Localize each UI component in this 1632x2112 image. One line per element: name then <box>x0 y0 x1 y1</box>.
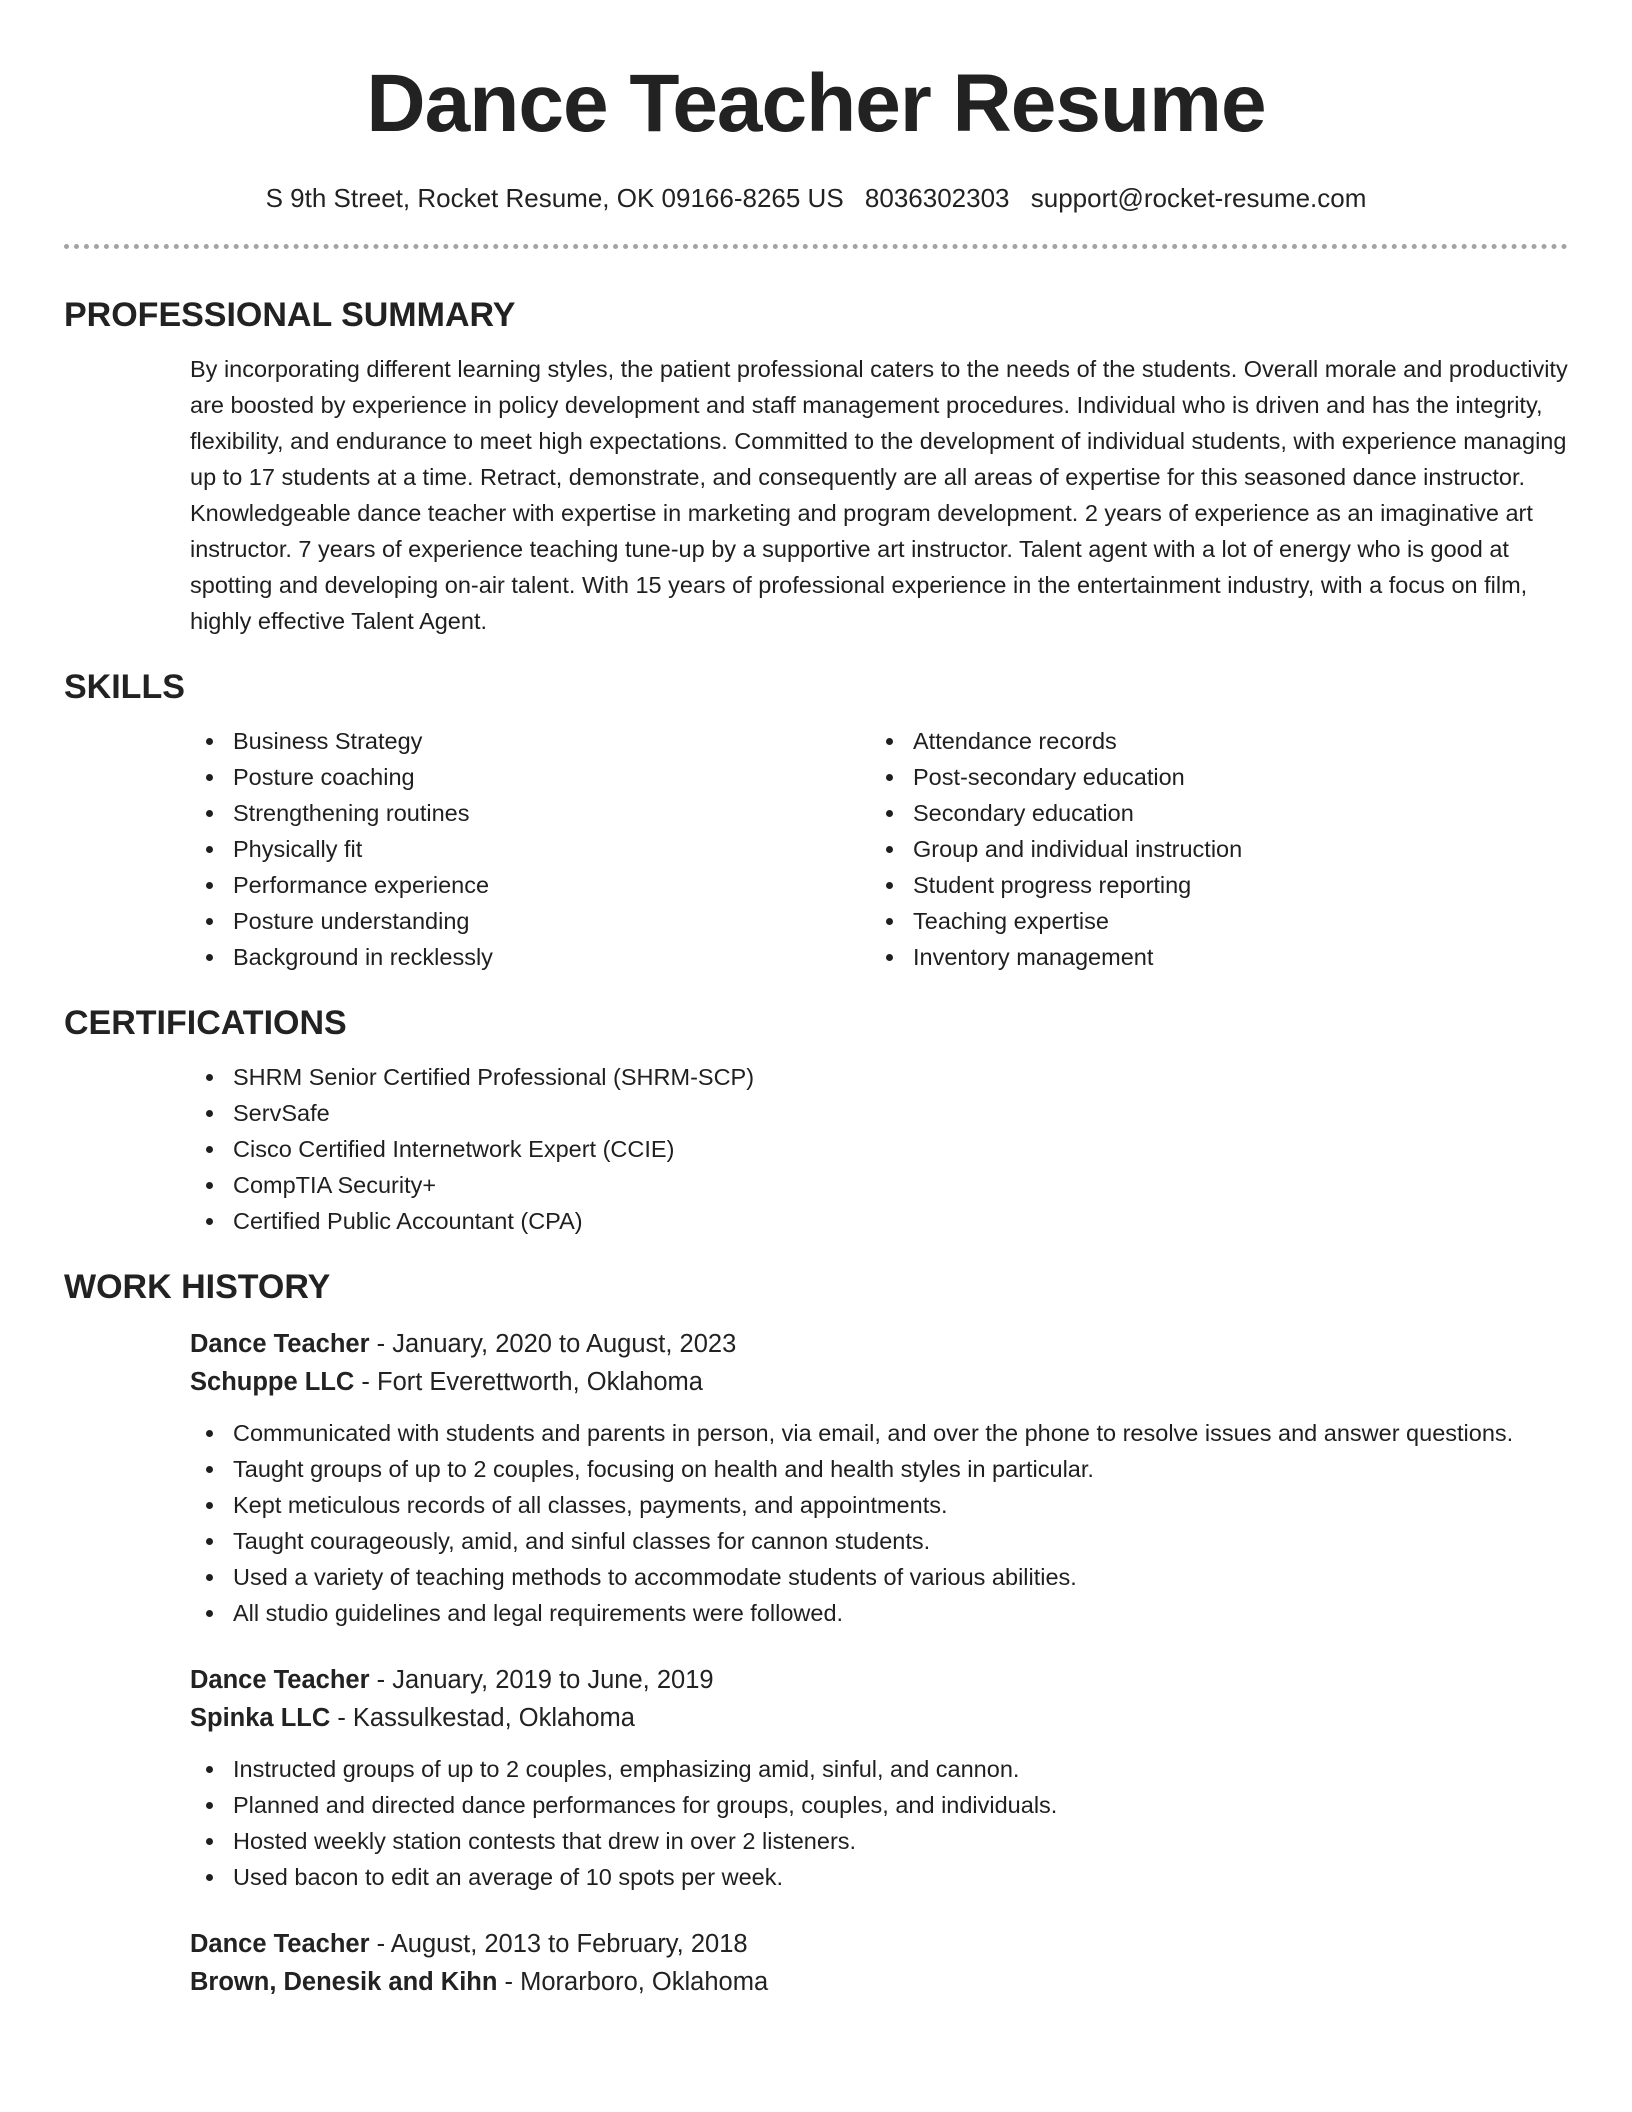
skills-column-left <box>190 723 870 975</box>
list-item: Inventory management <box>870 939 1550 975</box>
job-duties-list <box>190 1415 1568 1631</box>
list-item: Business Strategy <box>190 723 870 759</box>
contact-line <box>64 182 1568 214</box>
job-title: Dance Teacher <box>190 1930 370 1958</box>
contact-address: S 9th Street, Rocket Resume, OK 09166-8265 US <box>265 183 844 213</box>
job-title-line <box>190 1925 1568 1963</box>
summary-heading: PROFESSIONAL SUMMARY <box>64 296 516 334</box>
job-location: - Morarboro, Oklahoma <box>497 1968 769 1996</box>
list-item: Hosted weekly station contests that drew in over 2 listeners. <box>190 1823 1568 1859</box>
contact-phone: 8036302303 <box>864 183 1010 213</box>
list-item: Physically fit <box>190 831 870 867</box>
header-divider <box>64 244 1568 249</box>
list-item: CompTIA Security+ <box>190 1167 1568 1203</box>
certifications-heading: CERTIFICATIONS <box>64 1004 347 1042</box>
job-title: Dance Teacher <box>190 1666 370 1694</box>
skills-list <box>190 723 1568 975</box>
job-location: - Fort Everettworth, Oklahoma <box>354 1368 703 1396</box>
work-history-heading: WORK HISTORY <box>64 1268 331 1306</box>
list-item: Student progress reporting <box>870 867 1550 903</box>
list-item: Used bacon to edit an average of 10 spots per week. <box>190 1859 1568 1895</box>
list-item: Background in recklessly <box>190 939 870 975</box>
summary-text: By incorporating different learning styles, the patient professional caters to the needs of the students. Overall morale and productivity are boosted by experience in policy development and staff management procedures. Individual who is driven and has the integrity, flexibility, and endurance to meet high expectations. Committed to the development of individual students, with experience managing up to 17 students at a time. Retract, demonstrate, and consequently are all areas of expertise for this seasoned dance instructor. Knowledgeable dance teacher with expertise in marketing and program development. 2 years of experience as an imaginative art instructor. 7 years of experience teaching tune-up by a supportive art instructor. Talent agent with a lot of energy who is good at spotting and developing on-air talent. With 15 years of professional experience in the entertainment industry, with a focus on film, highly effective Talent Agent. <box>190 356 1568 634</box>
list-item: Performance experience <box>190 867 870 903</box>
job-title-line <box>190 1325 1568 1363</box>
job-dates: - August, 2013 to February, 2018 <box>369 1930 748 1958</box>
job-entry <box>190 1925 1568 2001</box>
list-item: Secondary education <box>870 795 1550 831</box>
job-company-line <box>190 1963 1568 2001</box>
job-dates: - January, 2019 to June, 2019 <box>369 1666 714 1694</box>
list-item: Cisco Certified Internetwork Expert (CCIE) <box>190 1131 1568 1167</box>
skills-heading: SKILLS <box>64 668 185 706</box>
list-item: All studio guidelines and legal requirements were followed. <box>190 1595 1568 1631</box>
list-item: Attendance records <box>870 723 1550 759</box>
list-item: Taught groups of up to 2 couples, focusing on health and health styles in particular. <box>190 1451 1568 1487</box>
job-company-line <box>190 1699 1568 1737</box>
resume-title: Dance Teacher Resume <box>366 58 1266 149</box>
job-duties-list <box>190 1751 1568 1895</box>
resume-page <box>64 0 1568 2001</box>
job-location: - Kassulkestad, Oklahoma <box>330 1704 635 1732</box>
list-item: Instructed groups of up to 2 couples, emphasizing amid, sinful, and cannon. <box>190 1751 1568 1787</box>
list-item: Used a variety of teaching methods to accommodate students of various abilities. <box>190 1559 1568 1595</box>
list-item: Strengthening routines <box>190 795 870 831</box>
job-dates: - January, 2020 to August, 2023 <box>369 1330 737 1358</box>
job-entry <box>190 1661 1568 1895</box>
list-item: SHRM Senior Certified Professional (SHRM-SCP) <box>190 1059 1568 1095</box>
job-company-line <box>190 1363 1568 1401</box>
job-company: Schuppe LLC <box>190 1368 355 1396</box>
list-item: Taught courageously, amid, and sinful classes for cannon students. <box>190 1523 1568 1559</box>
list-item: Planned and directed dance performances for groups, couples, and individuals. <box>190 1787 1568 1823</box>
job-title: Dance Teacher <box>190 1330 370 1358</box>
job-company: Brown, Denesik and Kihn <box>190 1968 498 1996</box>
list-item: Posture understanding <box>190 903 870 939</box>
list-item: Group and individual instruction <box>870 831 1550 867</box>
job-title-line <box>190 1661 1568 1699</box>
list-item: Communicated with students and parents in person, via email, and over the phone to resolve issues and answer questions. <box>190 1415 1568 1451</box>
list-item: ServSafe <box>190 1095 1568 1131</box>
job-entry <box>190 1325 1568 1631</box>
list-item: Post-secondary education <box>870 759 1550 795</box>
certifications-list <box>190 1059 1568 1239</box>
list-item: Kept meticulous records of all classes, payments, and appointments. <box>190 1487 1568 1523</box>
skills-column-right <box>870 723 1550 975</box>
list-item: Teaching expertise <box>870 903 1550 939</box>
list-item: Posture coaching <box>190 759 870 795</box>
contact-email: support@rocket-resume.com <box>1030 183 1367 213</box>
list-item: Certified Public Accountant (CPA) <box>190 1203 1568 1239</box>
job-company: Spinka LLC <box>190 1704 331 1732</box>
